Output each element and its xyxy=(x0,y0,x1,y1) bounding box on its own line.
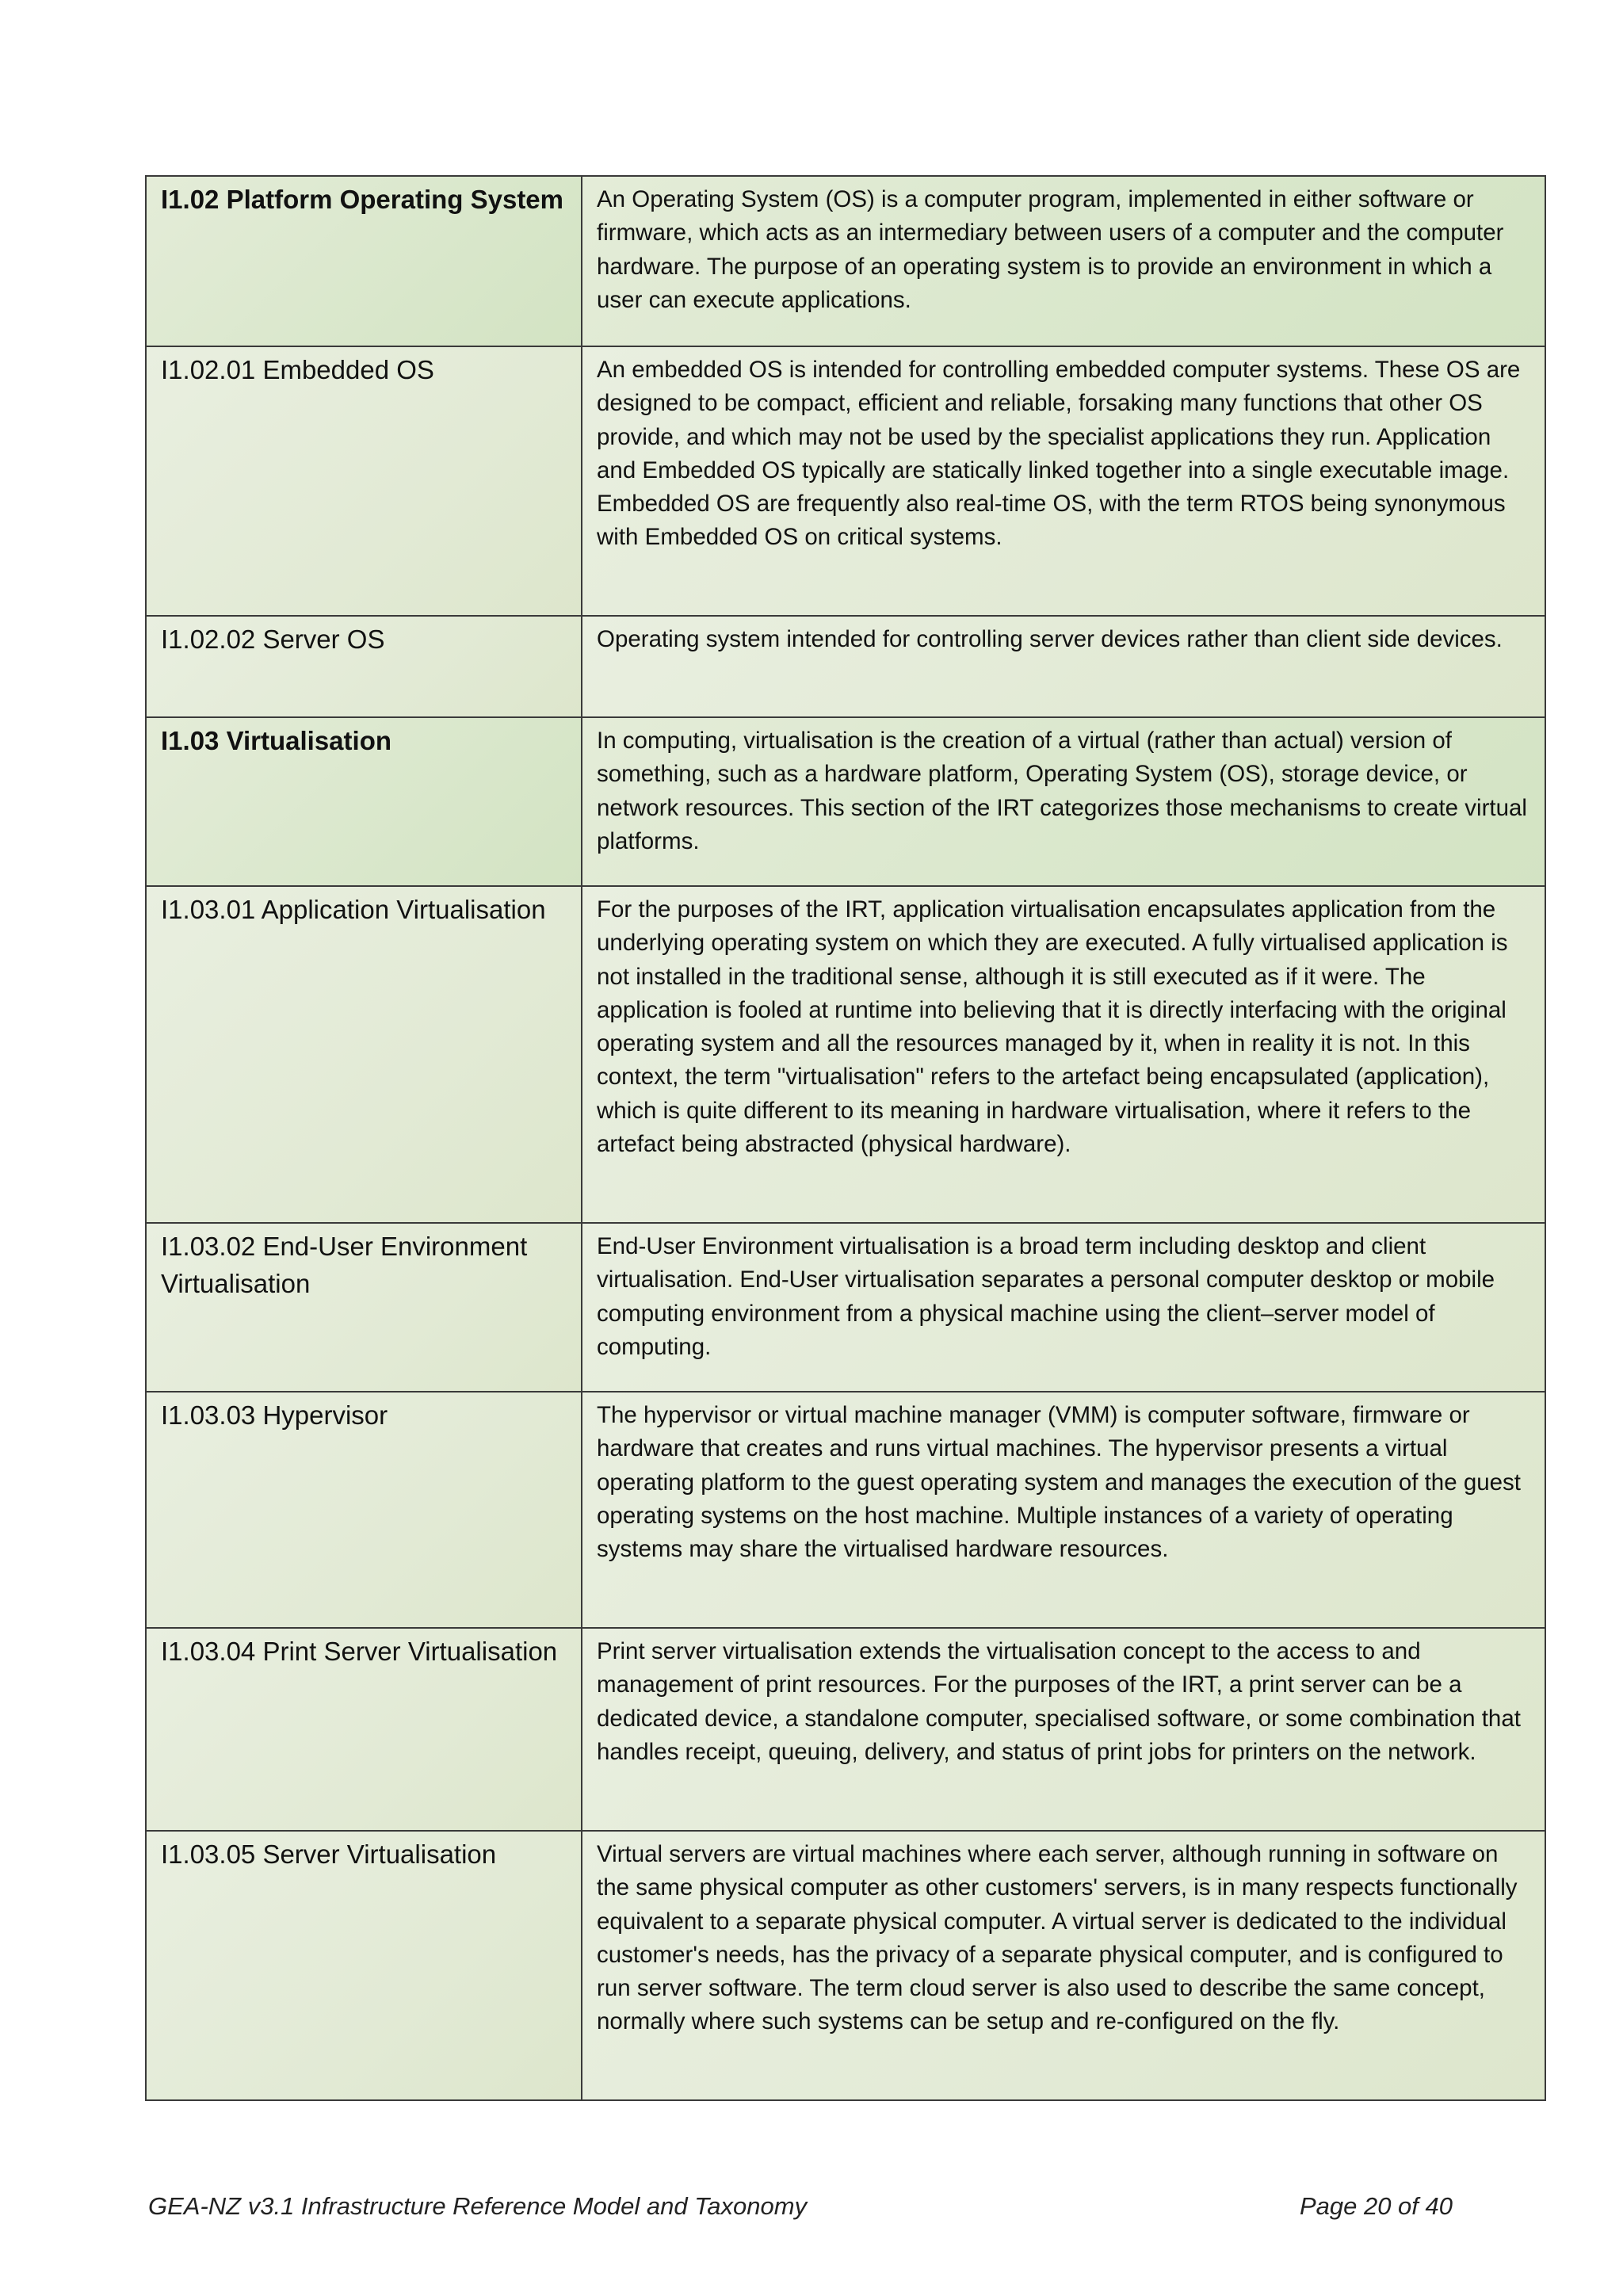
table-row-server-os xyxy=(146,616,1545,717)
table-row-print-server-virtualisation xyxy=(146,1628,1545,1831)
term-cell: I1.02 Platform Operating System xyxy=(146,176,582,346)
table-row-end-user-environment-virtualisation xyxy=(146,1223,1545,1392)
table-row-server-virtualisation xyxy=(146,1831,1545,2100)
description-cell: An embedded OS is intended for controlling embedded computer systems. These OS are designed to be compact, efficient and reliable, forsaking many functions that other OS provide, and which may not be used by the specialist applications they run. Application and Embedded OS typically are statically linked together into a single executable image. Embedded OS are frequently also real-time OS, with the term RTOS being synonymous with Embedded OS on critical systems. xyxy=(582,346,1545,616)
table-row-embedded-os xyxy=(146,346,1545,616)
description-cell: End-User Environment virtualisation is a broad term including desktop and client virtualisation. End-User virtualisation separates a personal computer desktop or mobile computing environment from a physical machine using the client–server model of computing. xyxy=(582,1223,1545,1392)
table-row-application-virtualisation xyxy=(146,886,1545,1223)
term-cell: I1.03.04 Print Server Virtualisation xyxy=(146,1628,582,1831)
description-cell: Operating system intended for controlling server devices rather than client side devices. xyxy=(582,616,1545,717)
document-title: GEA-NZ v3.1 Infrastructure Reference Model and Taxonomy xyxy=(148,2192,808,2220)
description-cell: Print server virtualisation extends the virtualisation concept to the access to and management of print resources. For the purposes of the IRT, a print server can be a dedicated device, a standalone computer, specialised software, or some combination that handles receipt, queuing, delivery, and status of print jobs for printers on the network. xyxy=(582,1628,1545,1831)
term-cell: I1.03.05 Server Virtualisation xyxy=(146,1831,582,2100)
description-cell: Virtual servers are virtual machines where each server, although running in software on the same physical computer as other customers' servers, is in many respects functionally equivalent to a separate physical computer. A virtual server is dedicated to the individual customer's needs, has the privacy of a separate physical computer, and is configured to run server software. The term cloud server is also used to describe the same concept, normally where such systems can be setup and re-configured on the fly. xyxy=(582,1831,1545,2100)
term-cell: I1.02.02 Server OS xyxy=(146,616,582,717)
description-cell: The hypervisor or virtual machine manager (VMM) is computer software, firmware or hardware that creates and runs virtual machines. The hypervisor presents a virtual operating platform to the guest operating system and manages the execution of the guest operating systems on the host machine. Multiple instances of a variety of operating systems may share the virtualised hardware resources. xyxy=(582,1392,1545,1628)
description-cell: For the purposes of the IRT, application virtualisation encapsulates application from the underlying operating system on which they are executed. A fully virtualised application is not installed in the traditional sense, although it is still executed as if it were. The application is fooled at runtime into believing that it is directly interfacing with the original operating system and all the resources managed by it, when in reality it is not. In this context, the term "virtualisation" refers to the artefact being encapsulated (application), which is quite different to its meaning in hardware virtualisation, where it refers to the artefact being abstracted (physical hardware). xyxy=(582,886,1545,1223)
description-cell: An Operating System (OS) is a computer program, implemented in either software or firmware, which acts as an intermediary between users of a computer and the computer hardware. The purpose of an operating system is to provide an environment in which a user can execute applications. xyxy=(582,176,1545,346)
term-cell: I1.03.02 End-User Environment Virtualisation xyxy=(146,1223,582,1392)
term-cell: I1.02.01 Embedded OS xyxy=(146,346,582,616)
table-row-hypervisor xyxy=(146,1392,1545,1628)
taxonomy-table xyxy=(145,175,1546,2101)
term-cell: I1.03.01 Application Virtualisation xyxy=(146,886,582,1223)
page-number: Page 20 of 40 xyxy=(1299,2192,1453,2220)
description-cell: In computing, virtualisation is the creation of a virtual (rather than actual) version of something, such as a hardware platform, Operating System (OS), storage device, or network resources. This section of the IRT categorizes those mechanisms to create virtual platforms. xyxy=(582,717,1545,886)
term-cell: I1.03 Virtualisation xyxy=(146,717,582,886)
table-row-platform-operating-system xyxy=(146,176,1545,346)
term-cell: I1.03.03 Hypervisor xyxy=(146,1392,582,1628)
table-row-virtualisation xyxy=(146,717,1545,886)
